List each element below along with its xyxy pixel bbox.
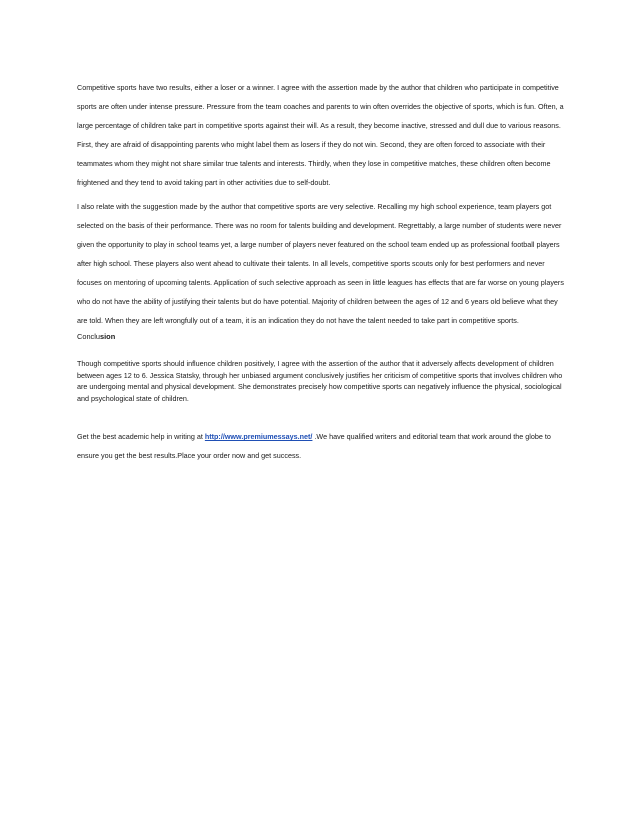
conclusion-heading <box>77 331 567 343</box>
promo-prefix: Get the best academic help in writing at <box>77 432 205 441</box>
promo-suffix: .We have qualified writers and editorial team that work around the globe to ensure you get the best results.Place your order now and get success. <box>77 432 551 460</box>
document-page <box>77 78 567 465</box>
paragraph-conclusion: Though competitive sports should influence children positively, I agree with the assertion of the author that it adversely affects development of children between ages 12 to 6. Jessica Statsky, through her unbiased argument conclusively justifies her criticism of competitive sports that involves children who are undergoing mental and physical development. She demonstrates precisely how competitive sports can negatively influence the physical, sociological and psychological state of children. <box>77 359 563 403</box>
conclusion-heading-bold: sion <box>100 332 116 341</box>
paragraph-selective: I also relate with the suggestion made by the author that competitive sports are very selective. Recalling my high school experience, team players got selected on the basis of their performance. There was no room for talents building and development. Regrettably, a large number of students were never given the opportunity to play in school teams yet, a large number of players never featured on the school team ended up as professional football players after high school. These players also went ahead to cultivate their talents. In all levels, competitive sports scouts only for best performers and never focuses on mentoring of upcoming talents. Application of such selective approach as seen in little leagues has effects that are far worse on young players who do not have the ability of justifying their talents but do have potential. Majority of children between the ages of 12 and 6 years old believe what they are told. When they are left wrongfully out of a team, it is an indication they do not have the talent needed to take part in competitive sports. <box>77 202 564 325</box>
paragraph-promo <box>77 427 567 465</box>
paragraph-intro: Competitive sports have two results, either a loser or a winner. I agree with the assertion made by the author that children who participate in competitive sports are often under intense pressure. Pressure from the team coaches and parents to win often overrides the objective of sports, which is fun. Often, a large percentage of children take part in competitive sports against their will. As a result, they become inactive, stressed and dull due to various reasons. First, they are afraid of disappointing parents who might label them as losers if they do not win. Second, they are often forced to associate with their teammates whom they might not share similar true talents and interests. Thirdly, when they lose in competitive matches, these children often become frightened and they tend to avoid taking part in other activities due to self-doubt. <box>77 83 564 187</box>
promo-link[interactable]: http://www.premiumessays.net/ <box>204 432 313 441</box>
conclusion-heading-prefix: Conclu <box>77 332 101 341</box>
